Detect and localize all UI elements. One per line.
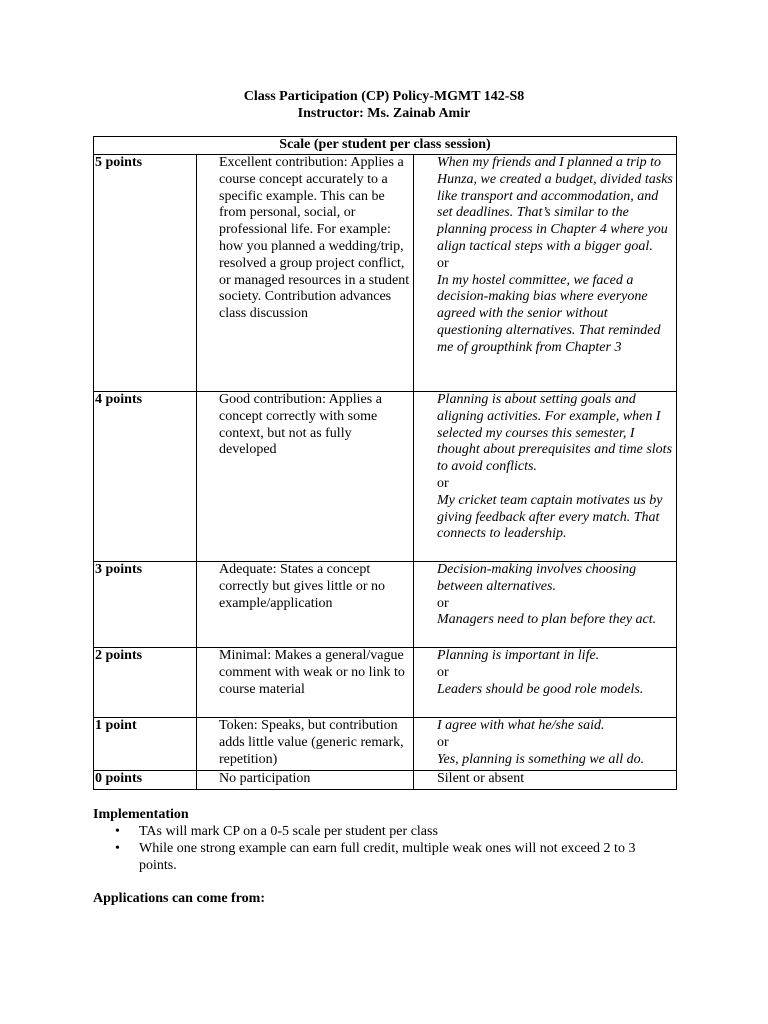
or-separator: or (437, 475, 449, 491)
example-cell (414, 718, 677, 771)
or-separator: or (437, 664, 449, 680)
list-item-text: While one strong example can earn full credit, multiple weak ones will not exceed 2 to 3 points. (139, 840, 636, 873)
points-cell: 5 points (94, 155, 197, 392)
example-text: Leaders should be good role models. (437, 681, 644, 697)
or-separator: or (437, 255, 449, 271)
points-cell: 3 points (94, 562, 197, 648)
or-separator: or (437, 595, 449, 611)
table-row (94, 155, 677, 392)
example-cell (414, 155, 677, 392)
description-cell: Excellent contribution: Applies a course concept accurately to a specific example. This can be from personal, social, or professional life. For example: how you planned a wedding/trip, resolved a group project conflict, or managed resources in a student society. Contribution advances class discussion (197, 155, 414, 392)
table-row (94, 392, 677, 562)
description-cell: Token: Speaks, but contribution adds little value (generic remark, repetition) (197, 718, 414, 771)
or-separator: or (437, 734, 449, 750)
table-row (94, 718, 677, 771)
table-header: Scale (per student per class session) (94, 137, 677, 155)
cp-scale-table (93, 136, 677, 790)
description-cell: Adequate: States a concept correctly but gives little or no example/application (197, 562, 414, 648)
list-item-text: TAs will mark CP on a 0-5 scale per student per class (139, 824, 438, 839)
list-item (93, 824, 676, 841)
bullet-icon: • (115, 824, 120, 839)
example-cell (414, 562, 677, 648)
description-cell: No participation (197, 771, 414, 790)
example-text: Planning is important in life. (437, 648, 600, 663)
table-row (94, 771, 677, 790)
example-text: Decision-making involves choosing between alternatives. (437, 562, 637, 594)
points-cell: 0 points (94, 771, 197, 790)
table-row (94, 562, 677, 648)
list-item (93, 841, 676, 875)
example-text: Silent or absent (437, 771, 525, 786)
example-cell (414, 771, 677, 790)
implementation-heading: Implementation (93, 807, 189, 822)
points-cell: 1 point (94, 718, 197, 771)
example-text: I agree with what he/she said. (437, 718, 605, 733)
description-cell: Good contribution: Applies a concept correctly with some context, but not as fully developed (197, 392, 414, 562)
table-row (94, 648, 677, 718)
bullet-icon: • (115, 840, 120, 856)
table-header-row (94, 137, 677, 155)
instructor-line: Instructor: Ms. Zainab Amir (297, 106, 471, 121)
example-cell (414, 648, 677, 718)
description-cell: Minimal: Makes a general/vague comment with weak or no link to course material (197, 648, 414, 718)
example-text: Managers need to plan before they act. (437, 612, 657, 628)
applications-heading: Applications can come from: (93, 891, 265, 906)
example-text: Planning is about setting goals and aligning activities. For example, when I selected my courses this semester, I thought about prerequisites and time slots to avoid conflicts. (437, 392, 673, 475)
example-text: In my hostel committee, we faced a decision-making bias where everyone agreed with the senior without questioning alternatives. That reminded me of groupthink from Chapter 3 (437, 272, 661, 355)
example-text: Yes, planning is something we all do. (437, 751, 645, 767)
points-cell: 2 points (94, 648, 197, 718)
points-cell: 4 points (94, 392, 197, 562)
example-text: When my friends and I planned a trip to Hunza, we created a budget, divided tasks like transport and accommodation, and set deadlines. That’s similar to the planning process in Chapter 4 where you align tactical steps with a bigger goal. (437, 155, 673, 254)
example-text: My cricket team captain motivates us by giving feedback after every match. That connects to leadership. (437, 492, 663, 542)
implementation-list (93, 824, 676, 874)
example-cell (414, 392, 677, 562)
document-title: Class Participation (CP) Policy-MGMT 142-S8 (243, 89, 525, 104)
